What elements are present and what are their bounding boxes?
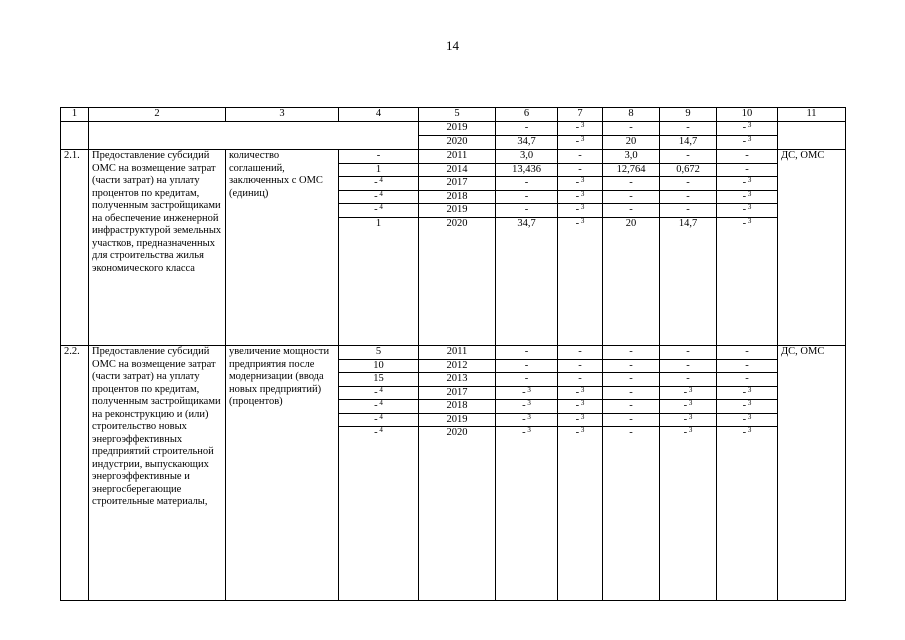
year-value: 2020 <box>419 427 495 440</box>
col8-value: 12,764 <box>603 163 659 177</box>
col8-value: - <box>603 177 659 191</box>
col6-value: - <box>496 373 557 387</box>
col7-value: - $^3$ <box>558 386 602 400</box>
carryover-row <box>61 122 846 136</box>
col4-value: - $^4$ <box>339 386 418 400</box>
col4-value: - <box>376 150 381 161</box>
col10-value-footnote: 3 <box>746 412 752 421</box>
year-value: 2018 <box>419 190 495 204</box>
year-value: 2014 <box>419 163 495 177</box>
year-value: 2017 <box>419 386 495 400</box>
col7-value: - <box>578 346 582 357</box>
measure-row <box>61 150 846 346</box>
col7-value: - $^3$ <box>558 217 602 230</box>
col9-value: - $^3$ <box>660 413 716 427</box>
col9-value: - <box>686 150 690 161</box>
col7-value: - <box>578 150 582 161</box>
col7-value: - <box>558 373 602 387</box>
col10-value: - $^3$ <box>717 386 777 400</box>
col4-value: - $^4$ <box>339 427 418 440</box>
col10-value: - $^3$ <box>717 413 777 427</box>
column-number-row <box>61 108 846 122</box>
col10-cell-footnote: 3 <box>746 135 752 143</box>
year-value: 2011 <box>446 346 468 357</box>
carryover-num <box>61 122 89 150</box>
col9-cell: 14,7 <box>660 136 717 150</box>
col9-value: - $^3$ <box>660 386 716 400</box>
col9-value-footnote: 3 <box>687 399 693 407</box>
col8-value: 3,0 <box>624 150 638 161</box>
col4-stack <box>339 346 419 601</box>
year-value: 2019 <box>419 413 495 427</box>
col6-value: 3,0 <box>519 150 534 161</box>
year-value: 2013 <box>419 373 495 387</box>
col9-value: - <box>660 373 716 387</box>
col8-value: 20 <box>603 217 659 230</box>
year-value: 2011 <box>446 150 468 161</box>
col6-value: - <box>524 346 529 357</box>
col7-stack <box>558 150 603 346</box>
measure-number: 2.2. <box>61 346 89 601</box>
col10-cell-footnote: 3 <box>746 121 752 129</box>
col6-value: - <box>496 177 557 191</box>
column-number-2: 2 <box>89 108 226 122</box>
year-value: 2020 <box>419 217 495 230</box>
col10-cell: - $^3$ <box>717 122 778 136</box>
col4-value: - $^4$ <box>339 190 418 204</box>
col4-value: 5 <box>375 346 382 357</box>
col6-value-footnote: 3 <box>525 399 531 407</box>
indicator-description: количество соглашений, заключенных с ОМС (единиц) <box>226 150 339 346</box>
col10-stack <box>717 150 778 346</box>
col4-value: 1 <box>339 217 418 230</box>
col6-value-footnote: 3 <box>525 426 531 434</box>
year-value: 2017 <box>419 177 495 191</box>
col4-value: - $^4$ <box>339 400 418 414</box>
col8-value: - <box>603 373 659 387</box>
carryover-desc <box>89 122 419 150</box>
col9-value: - <box>660 204 716 218</box>
col6-value: 13,436 <box>496 163 557 177</box>
col8-value: - <box>603 413 659 427</box>
col9-cell: - <box>660 122 717 136</box>
col4-value-footnote: 4 <box>377 189 383 198</box>
column-number-11: 11 <box>778 108 846 122</box>
col7-value: - $^3$ <box>558 204 602 218</box>
col4-stack <box>339 150 419 346</box>
column-number-10: 10 <box>717 108 778 122</box>
column-number-6: 6 <box>496 108 558 122</box>
col9-value: - $^3$ <box>660 400 716 414</box>
col8-cell: - <box>603 122 660 136</box>
executor: ДС, ОМС <box>778 346 846 601</box>
col10-value: - $^3$ <box>717 204 777 218</box>
col10-stack <box>717 346 778 601</box>
year-value: 2018 <box>419 400 495 414</box>
col7-cell: - $^3$ <box>558 122 603 136</box>
col4-value: - $^4$ <box>339 177 418 191</box>
col4-value-footnote: 4 <box>377 385 383 394</box>
col6-value: - <box>496 190 557 204</box>
col8-value: - <box>603 400 659 414</box>
col10-value-footnote: 3 <box>746 176 752 184</box>
col6-stack <box>496 346 558 601</box>
col10-value-footnote: 3 <box>746 216 752 225</box>
col7-value-footnote: 3 <box>579 385 585 394</box>
col4-value-footnote: 4 <box>377 426 383 434</box>
col4-value-footnote: 4 <box>377 399 383 407</box>
col10-value: - <box>745 150 749 161</box>
col8-value: - <box>603 190 659 204</box>
col6-value-footnote: 3 <box>525 412 531 421</box>
col4-value: 1 <box>339 163 418 177</box>
col8-value: - <box>603 386 659 400</box>
column-number-8: 8 <box>603 108 660 122</box>
col8-value: - <box>603 359 659 373</box>
col4-value: - $^4$ <box>339 204 418 218</box>
col4-value: - $^4$ <box>339 413 418 427</box>
col7-value: - <box>558 163 602 177</box>
measure-description: Предоставление субсидий ОМС на возмещение затрат (части затрат) на уплату процентов по кредитам, полученным застройщиками на реконструкцию и (или) строительство новых энергоэффективных предприятий строительной индустрии, выпускающих энергоэффективные и энергосберегающие строительные материалы, <box>89 346 226 601</box>
col10-value-footnote: 3 <box>746 189 752 198</box>
col7-value: - $^3$ <box>558 177 602 191</box>
col8-cell: 20 <box>603 136 660 150</box>
col9-value-footnote: 3 <box>687 426 693 434</box>
page-number: 14 <box>446 38 459 53</box>
col7-value-footnote: 3 <box>579 412 585 421</box>
col10-value-footnote: 3 <box>746 203 752 211</box>
col10-value-footnote: 3 <box>746 385 752 394</box>
col7-stack <box>558 346 603 601</box>
year-value: 2019 <box>419 204 495 218</box>
col10-cell: - $^3$ <box>717 136 778 150</box>
col7-value: - <box>558 359 602 373</box>
program-table <box>60 107 846 601</box>
measure-number: 2.1. <box>61 150 89 346</box>
column-number-7: 7 <box>558 108 603 122</box>
col9-value: - <box>660 190 716 204</box>
col7-value-footnote: 3 <box>579 176 585 184</box>
col10-value: - <box>717 163 777 177</box>
col10-value: - $^3$ <box>717 400 777 414</box>
col7-value-footnote: 3 <box>579 203 585 211</box>
column-number-4: 4 <box>339 108 419 122</box>
col9-value-footnote: 3 <box>687 412 693 421</box>
col9-value: - <box>660 359 716 373</box>
col4-value: 15 <box>339 373 418 387</box>
col8-stack <box>603 346 660 601</box>
col6-value: - $^3$ <box>496 386 557 400</box>
column-number-1: 1 <box>61 108 89 122</box>
col6-cell: - <box>496 122 558 136</box>
col7-value-footnote: 3 <box>579 189 585 198</box>
col10-value-footnote: 3 <box>746 399 752 407</box>
col7-value-footnote: 3 <box>579 399 585 407</box>
year-stack <box>419 150 496 346</box>
col9-value: 14,7 <box>660 217 716 230</box>
measure-row <box>61 346 846 601</box>
col8-stack <box>603 150 660 346</box>
col10-value: - <box>717 373 777 387</box>
col4-value-footnote: 4 <box>377 412 383 421</box>
col7-value: - $^3$ <box>558 413 602 427</box>
col8-value: - <box>603 427 659 440</box>
col9-stack <box>660 346 717 601</box>
indicator-description: увеличение мощности предприятия после модернизации (ввода новых предприятий) (процентов) <box>226 346 339 601</box>
column-number-9: 9 <box>660 108 717 122</box>
col4-value-footnote: 4 <box>377 203 383 211</box>
col6-value: 34,7 <box>496 217 557 230</box>
col7-cell-footnote: 3 <box>579 121 585 129</box>
col6-value: - <box>496 204 557 218</box>
column-number-3: 3 <box>226 108 339 122</box>
col9-value: - <box>660 177 716 191</box>
measure-description: Предоставление субсидий ОМС на возмещение затрат (части затрат) на уплату процентов по кредитам, полученным застройщиками на обеспечение инженерной инфраструктурой земельных участков, предназначенных для строительства жилья экономического класса <box>89 150 226 346</box>
col9-value: 0,672 <box>660 163 716 177</box>
col6-value: - <box>496 359 557 373</box>
col8-value: - <box>603 204 659 218</box>
col4-value-footnote: 4 <box>377 176 383 184</box>
col7-cell: - $^3$ <box>558 136 603 150</box>
col9-value: - $^3$ <box>660 427 716 440</box>
year-stack <box>419 346 496 601</box>
col6-stack <box>496 150 558 346</box>
col10-value: - <box>717 359 777 373</box>
col10-value: - $^3$ <box>717 190 777 204</box>
col7-value-footnote: 3 <box>579 426 585 434</box>
col6-value-footnote: 3 <box>525 385 531 394</box>
col10-value: - $^3$ <box>717 177 777 191</box>
carryover-executor <box>778 122 846 150</box>
col6-value: - $^3$ <box>496 400 557 414</box>
col9-value: - <box>686 346 690 357</box>
col10-value: - <box>745 346 749 357</box>
col6-value: - $^3$ <box>496 427 557 440</box>
col10-value: - $^3$ <box>717 217 777 230</box>
col7-value-footnote: 3 <box>579 216 585 225</box>
year-cell: 2020 <box>419 136 496 150</box>
col6-cell: 34,7 <box>496 136 558 150</box>
col8-value: - <box>629 346 633 357</box>
col7-value: - $^3$ <box>558 427 602 440</box>
year-value: 2012 <box>419 359 495 373</box>
col7-value: - $^3$ <box>558 190 602 204</box>
col10-value: - $^3$ <box>717 427 777 440</box>
col10-value-footnote: 3 <box>746 426 752 434</box>
col7-value: - $^3$ <box>558 400 602 414</box>
col7-cell-footnote: 3 <box>579 135 585 143</box>
col9-value-footnote: 3 <box>687 385 693 394</box>
col6-value: - $^3$ <box>496 413 557 427</box>
year-cell: 2019 <box>419 122 496 136</box>
column-number-5: 5 <box>419 108 496 122</box>
col9-stack <box>660 150 717 346</box>
col4-value: 10 <box>339 359 418 373</box>
executor: ДС, ОМС <box>778 150 846 346</box>
